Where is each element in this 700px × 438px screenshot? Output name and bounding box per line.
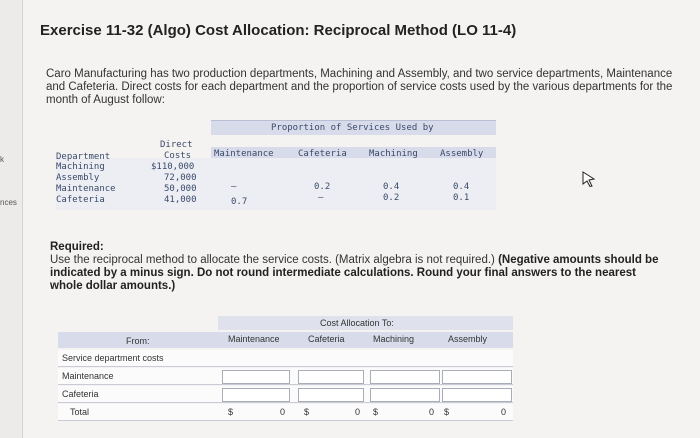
col-header-department: Department bbox=[56, 152, 111, 162]
cell-maint: – bbox=[231, 182, 237, 192]
required-instructions bbox=[50, 241, 670, 293]
input-maint-maintenance[interactable] bbox=[222, 370, 290, 384]
cell-asm: 0.4 bbox=[453, 182, 470, 192]
problem-intro: Caro Manufacturing has two production departments, Machining and Assembly, and two service departments, Maintenance and Cafeteria. Direct costs for each department and the proportion of service costs used by the various departments for the month of August follow: bbox=[46, 68, 673, 106]
table-row bbox=[58, 350, 513, 367]
input-maint-assembly[interactable] bbox=[442, 370, 512, 384]
currency-symbol: $ bbox=[304, 407, 310, 417]
cell-caf: – bbox=[318, 193, 324, 203]
total-machining: 0 bbox=[429, 407, 435, 417]
row-dept: Assembly bbox=[56, 173, 100, 183]
currency-symbol: $ bbox=[228, 407, 234, 417]
given-data-table bbox=[56, 120, 496, 220]
total-maintenance: 0 bbox=[280, 407, 286, 417]
col-header-direct: Direct bbox=[160, 140, 193, 150]
col-header-machining: Machining bbox=[369, 149, 418, 159]
row-dept: Machining bbox=[56, 162, 105, 172]
required-bold-text: (Negative amounts should be indicated by a minus sign. Do not round intermediate calculations. Round your final answers to the nearest whole dollar amounts.) bbox=[50, 254, 659, 292]
answer-table bbox=[58, 316, 513, 421]
cell-asm: 0.1 bbox=[453, 193, 470, 203]
mouse-cursor-icon bbox=[582, 171, 596, 187]
col-header-assembly: Assembly bbox=[440, 149, 484, 159]
row-cost: 50,000 bbox=[164, 184, 197, 194]
total-assembly: 0 bbox=[501, 407, 507, 417]
input-maint-machining[interactable] bbox=[370, 370, 440, 384]
row-label: Total bbox=[70, 407, 90, 417]
row-label: Cafeteria bbox=[62, 389, 99, 399]
col-header-assembly: Assembly bbox=[448, 334, 488, 344]
input-caf-maintenance[interactable] bbox=[222, 388, 290, 402]
row-cost: 41,000 bbox=[164, 195, 197, 205]
row-cost: $110,000 bbox=[151, 162, 195, 172]
cell-mach: 0.4 bbox=[383, 182, 400, 192]
page-title: Exercise 11-32 (Algo) Cost Allocation: Reciprocal Method (LO 11-4) bbox=[40, 22, 517, 39]
row-label: Service department costs bbox=[62, 353, 164, 363]
input-caf-assembly[interactable] bbox=[442, 388, 512, 402]
input-caf-machining[interactable] bbox=[370, 388, 440, 402]
col-header-cafeteria: Cafeteria bbox=[308, 334, 345, 344]
col-header-cafeteria: Cafeteria bbox=[298, 149, 347, 159]
col-header-maintenance: Maintenance bbox=[228, 334, 280, 344]
sidebar-fragment bbox=[0, 0, 23, 438]
input-maint-cafeteria[interactable] bbox=[298, 370, 364, 384]
row-dept: Maintenance bbox=[56, 184, 116, 194]
required-label: Required: bbox=[50, 241, 104, 253]
sidebar-label: nces bbox=[0, 198, 17, 207]
row-dept: Cafeteria bbox=[56, 195, 105, 205]
table-row bbox=[58, 368, 513, 385]
col-header-costs: Costs bbox=[164, 151, 192, 161]
from-label: From: bbox=[126, 336, 150, 346]
required-text: Use the reciprocal method to allocate the service costs. (Matrix algebra is not required.) bbox=[50, 254, 495, 266]
proportion-header: Proportion of Services Used by bbox=[271, 123, 434, 133]
total-cafeteria: 0 bbox=[355, 407, 361, 417]
currency-symbol: $ bbox=[373, 407, 379, 417]
sidebar-label: k bbox=[0, 155, 4, 164]
input-caf-cafeteria[interactable] bbox=[298, 388, 364, 402]
cell-mach: 0.2 bbox=[383, 193, 400, 203]
currency-symbol: $ bbox=[444, 407, 450, 417]
cost-allocation-header: Cost Allocation To: bbox=[320, 318, 394, 328]
table-body-band bbox=[56, 158, 496, 210]
cell-caf: 0.2 bbox=[314, 182, 331, 192]
table-row bbox=[58, 386, 513, 403]
row-label: Maintenance bbox=[62, 371, 114, 381]
col-header-machining: Machining bbox=[373, 334, 415, 344]
col-header-maintenance: Maintenance bbox=[214, 149, 274, 159]
row-cost: 72,000 bbox=[164, 173, 197, 183]
table-row bbox=[58, 404, 513, 421]
cell-maint: 0.7 bbox=[231, 197, 248, 207]
